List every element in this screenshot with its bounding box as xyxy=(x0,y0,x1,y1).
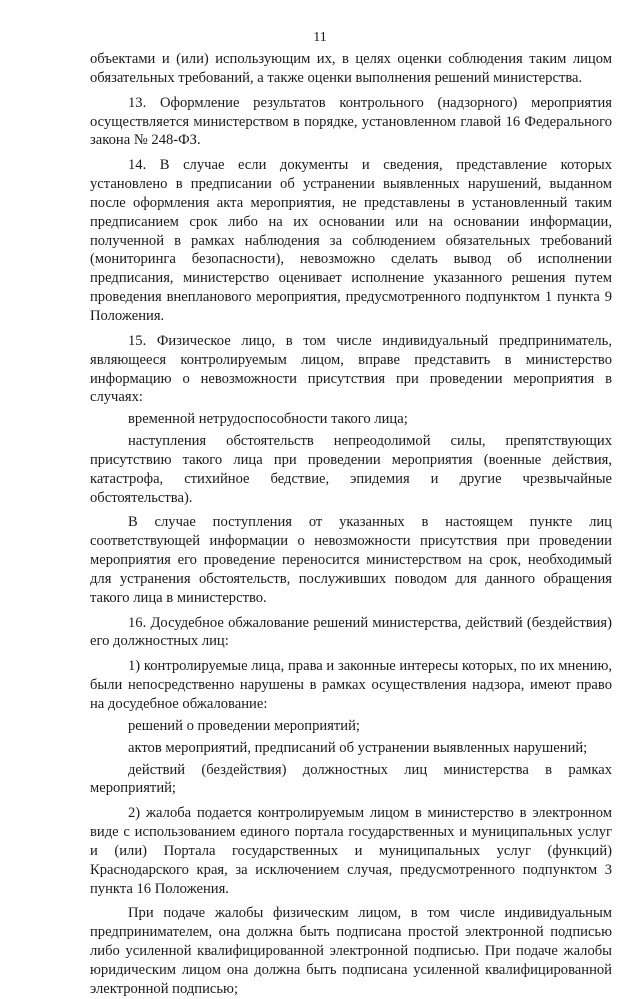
paragraph-case-disability: временной нетрудоспособности такого лица; xyxy=(128,411,408,428)
paragraph-postponement: В случае поступления от указанных в настоящем пункте лиц соответствующей информации о невозможности присутствия при проведении мероприятия его проведение переносится министерством на срок, необходимый для устранения обстоятельств, послуживших поводом для данного обращения такого лица в министерство. xyxy=(90,514,612,606)
paragraph-item-16: 16. Досудебное обжалование решений министерства, действий (бездействия) его должностных лиц: xyxy=(90,614,612,650)
paragraph-continuation: объектами и (или) использующим их, в целях оценки соблюдения таким лицом обязательных требований, а также оценки выполнения решений министерства. xyxy=(90,51,612,86)
paragraph-appeal-decisions: решений о проведении мероприятий; xyxy=(128,717,360,734)
document-body xyxy=(90,50,612,999)
page-number: 11 xyxy=(313,30,327,45)
paragraph-item-15: 15. Физическое лицо, в том числе индивидуальный предприниматель, являющееся контролируемым лицом, вправе представить в министерство информацию о невозможности присутствия при проведении мероприятия в случаях: xyxy=(90,332,612,406)
paragraph-appeal-acts: актов мероприятий, предписаний об устранении выявленных нарушений; xyxy=(128,739,588,756)
paragraph-appeal-actions: действий (бездействия) должностных лиц министерства в рамках мероприятий; xyxy=(90,761,612,797)
paragraph-item-13: 13. Оформление результатов контрольного (надзорного) мероприятия осуществляется министерством в порядке, установленном главой 16 Федерального закона № 248-ФЗ. xyxy=(90,94,612,149)
paragraph-subitem-1: 1) контролируемые лица, права и законные интересы которых, по их мнению, были непосредственно нарушены в рамках осуществления надзора, имеют право на досудебное обжалование: xyxy=(90,658,612,712)
paragraph-item-14: 14. В случае если документы и сведения, представление которых установлено в предписании об устранении выявленных нарушений, выданном после оформления акта мероприятия, не представлены в установленный таким предписанием срок либо на их основании или на основании информации, полученной в рамках наблюдения за соблюдением обязательных требований (мониторинга безопасности), невозможно сделать вывод об исполнении предписания, министерство оценивает исполнение указанного решения путем проведения внепланового мероприятия, предусмотренного подпунктом 1 пункта 9 Положения. xyxy=(90,157,612,324)
paragraph-case-force-majeure: наступления обстоятельств непреодолимой силы, препятствующих присутствию такого лица при проведении мероприятия (военные действия, катастрофа, стихийное бедствие, эпидемия и другие чрезвычайные обстоятельства). xyxy=(90,433,612,506)
paragraph-signature-requirements: При подаче жалобы физическим лицом, в том числе индивидуальным предпринимателем, она должна быть подписана простой электронной подписью либо усиленной квалифицированной электронной подписью. При подаче жалобы юридическим лицом она должна быть подписана усиленной квалифицированной электронной подписью; xyxy=(90,905,612,997)
paragraph-subitem-2: 2) жалоба подается контролируемым лицом в министерство в электронном виде с использованием единого портала государственных и муниципальных услуг и (или) Портала государственных и муниципальных услуг (функций) Краснодарского края, за исключением случая, предусмотренного подпунктом 3 пункта 16 Положения. xyxy=(90,805,612,897)
